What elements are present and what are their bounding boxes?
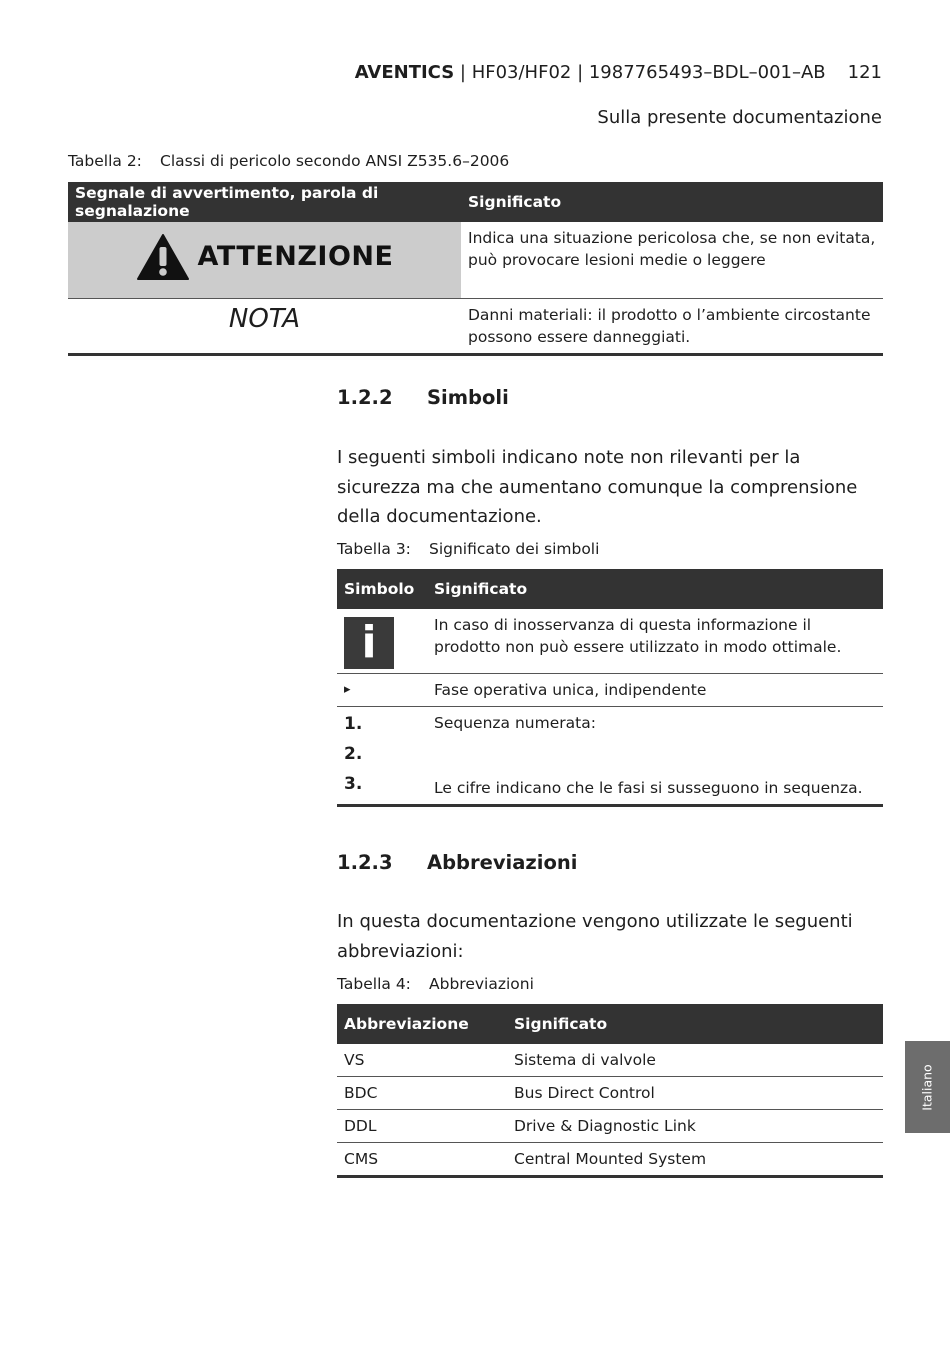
table-row (337, 1110, 883, 1143)
table3-caption (337, 540, 599, 558)
table-row (68, 299, 883, 355)
table3-header-meaning: Significato (427, 569, 883, 609)
single-step-symbol: ▸ (337, 674, 427, 707)
language-tab-label: Italiano (920, 1063, 935, 1111)
info-meaning: In caso di inosservanza di questa informazione il prodotto non può essere utilizzato in modo ottimale. (427, 609, 883, 674)
table2-header-meaning: Significato (461, 182, 883, 222)
warning-triangle-icon (136, 233, 190, 281)
table2-caption-text: Classi di pericolo secondo ANSI Z535.6–2006 (160, 152, 510, 170)
single-step-meaning: Fase operativa unica, indipendente (427, 674, 883, 707)
table-row (68, 222, 883, 299)
nota-signal-cell (68, 299, 461, 355)
step-number: 1. (344, 714, 363, 734)
abbreviazioni-paragraph: In questa documentazione vengono utilizzate le seguenti abbreviazioni: (337, 911, 853, 962)
table3-caption-label: Tabella 3: (337, 540, 411, 558)
table4-caption (337, 975, 534, 993)
info-icon: i (344, 617, 394, 669)
document-reference: | HF03/HF02 | 1987765493–BDL–001–AB (454, 62, 826, 83)
table3-caption-text: Significato dei simboli (429, 540, 600, 558)
brand-name: AVENTICS (354, 62, 455, 83)
abbr-cell: VS (337, 1044, 507, 1077)
table4-caption-label: Tabella 4: (337, 975, 411, 993)
info-symbol-cell (337, 609, 427, 674)
numbered-steps-note: Le cifre indicano che le fasi si susseguono in sequenza. (434, 779, 863, 797)
attenzione-signal-cell (68, 222, 461, 299)
abbr-cell: CMS (337, 1143, 507, 1177)
table4-header-abbr: Abbreviazione (337, 1004, 507, 1044)
abbr-meaning-cell: Drive & Diagnostic Link (507, 1110, 883, 1143)
language-tab (905, 1041, 950, 1133)
abbr-cell: BDC (337, 1077, 507, 1110)
section-title: Simboli (427, 386, 509, 409)
table-row (337, 707, 883, 806)
table-row (337, 1077, 883, 1110)
page-number: 121 (847, 62, 882, 83)
table-row (337, 1044, 883, 1077)
abbreviations-table (337, 1004, 883, 1178)
nota-meaning: Danni materiali: il prodotto o l’ambiente circostante possono essere danneggiati. (461, 299, 883, 355)
step-number: 3. (344, 774, 363, 794)
section-heading-simboli (337, 386, 509, 409)
numbered-steps-label: Sequenza numerata: (434, 714, 596, 732)
symbols-table (337, 569, 883, 807)
page-header (355, 62, 882, 83)
table2-caption (68, 152, 509, 170)
table-row (337, 1143, 883, 1177)
section-number: 1.2.2 (337, 386, 393, 409)
table3-header-symbol: Simbolo (337, 569, 427, 609)
numbered-steps-meaning (427, 707, 883, 806)
section-header: Sulla presente documentazione (597, 107, 882, 128)
abbr-meaning-cell: Central Mounted System (507, 1143, 883, 1177)
abbr-meaning-cell: Bus Direct Control (507, 1077, 883, 1110)
table2-header-signal: Segnale di avvertimento, parola di segnalazione (68, 182, 461, 222)
table4-header-meaning: Significato (507, 1004, 883, 1044)
table-row (337, 609, 883, 674)
nota-label: NOTA (228, 304, 301, 334)
abbr-cell: DDL (337, 1110, 507, 1143)
attenzione-meaning: Indica una situazione pericolosa che, se non evitata, può provocare lesioni medie o leggere (461, 222, 883, 299)
section-number: 1.2.3 (337, 851, 393, 874)
section-heading-abbreviazioni (337, 851, 577, 874)
table4-caption-text: Abbreviazioni (429, 975, 534, 993)
attenzione-label: ATTENZIONE (197, 241, 394, 272)
simboli-paragraph: I seguenti simboli indicano note non rilevanti per la sicurezza ma che aumentano comunque la comprensione della documentazione. (337, 447, 858, 527)
step-number: 2. (344, 744, 363, 764)
section-title: Abbreviazioni (427, 851, 578, 874)
numbered-steps-symbol (337, 707, 427, 806)
table2-caption-label: Tabella 2: (68, 152, 142, 170)
table-row (337, 674, 883, 707)
abbr-meaning-cell: Sistema di valvole (507, 1044, 883, 1077)
hazard-classes-table (68, 182, 883, 356)
